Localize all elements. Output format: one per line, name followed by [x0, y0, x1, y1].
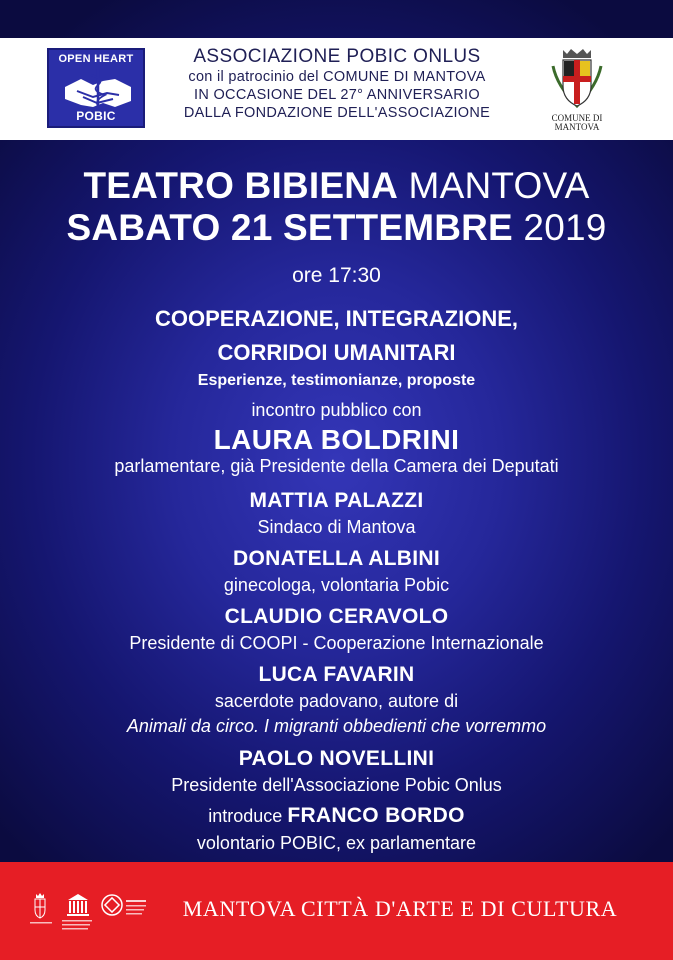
organization-name: ASSOCIAZIONE POBIC ONLUS [193, 46, 481, 67]
main-content [0, 140, 673, 862]
speaker-role: sacerdote padovano, autore di [214, 691, 459, 711]
comune-di-mantova-icon [35, 893, 45, 918]
footer-band [0, 862, 673, 960]
speaker-role: Presidente di COOPI - Cooperazione Internazionale [129, 633, 544, 653]
introducer-role: volontario POBIC, ex parlamentare [196, 833, 477, 853]
footer-slogan: MANTOVA CITTÀ D'ARTE E DI CULTURA [182, 896, 618, 921]
header-text [152, 46, 522, 122]
anniversary-line: IN OCCASIONE DEL 27° ANNIVERSARIO [194, 87, 480, 103]
footer-logos [28, 890, 148, 934]
event-year: 2019 [523, 207, 607, 248]
mantova-coat-of-arms-icon [547, 46, 607, 112]
speaker-name: PAOLO NOVELLINI [238, 747, 435, 770]
date-line [0, 206, 673, 250]
event-time: ore 17:30 [292, 264, 381, 287]
speaker-name: CLAUDIO CERAVOLO [224, 605, 449, 628]
header-band [0, 38, 673, 140]
event-intro: incontro pubblico con [251, 400, 422, 420]
venue-line [0, 164, 673, 208]
introducer-name: FRANCO BORDO [287, 804, 465, 827]
speaker-role: ginecologa, volontaria Pobic [223, 575, 450, 595]
topic-line-1: COOPERAZIONE, INTEGRAZIONE, [154, 306, 519, 331]
event-subtitle: Esperienze, testimonianze, proposte [197, 372, 476, 389]
pobic-logo [47, 48, 145, 128]
speaker-name: DONATELLA ALBINI [233, 547, 440, 570]
topic-line-2: CORRIDOI UMANITARI [217, 340, 456, 365]
world-heritage-icon [102, 895, 122, 915]
introducer-prefix: introduce [208, 806, 283, 826]
book-title: Animali da circo. I migranti obbedienti che vorremmo [126, 716, 547, 736]
pobic-logo-top-text: OPEN HEART [58, 53, 134, 65]
speaker-name: MATTIA PALAZZI [249, 489, 424, 512]
speaker-role: parlamentare, già Presidente della Camera dei Deputati [114, 456, 559, 476]
patronage-line: con il patrocinio del COMUNE DI MANTOVA [188, 69, 486, 85]
event-date: SABATO 21 SETTEMBRE [66, 207, 513, 248]
foundation-line: DALLA FONDAZIONE DELL'ASSOCIAZIONE [183, 105, 491, 121]
speaker-role: Presidente dell'Associazione Pobic Onlus [171, 775, 502, 795]
unesco-icon [67, 894, 89, 916]
pobic-logo-bottom-text: POBIC [76, 109, 116, 123]
venue-city: MANTOVA [408, 165, 590, 206]
event-topic [0, 302, 673, 370]
venue-name: TEATRO BIBIENA [83, 165, 399, 206]
speaker-name: LAURA BOLDRINI [213, 424, 460, 455]
handshake-caduceus-icon [63, 67, 133, 115]
crest-label: COMUNE DI MANTOVA [551, 113, 603, 132]
speaker-role: Sindaco di Mantova [257, 517, 416, 537]
introducer-line [0, 804, 673, 828]
comune-crest [547, 46, 607, 136]
speaker-name: LUCA FAVARIN [258, 663, 415, 686]
